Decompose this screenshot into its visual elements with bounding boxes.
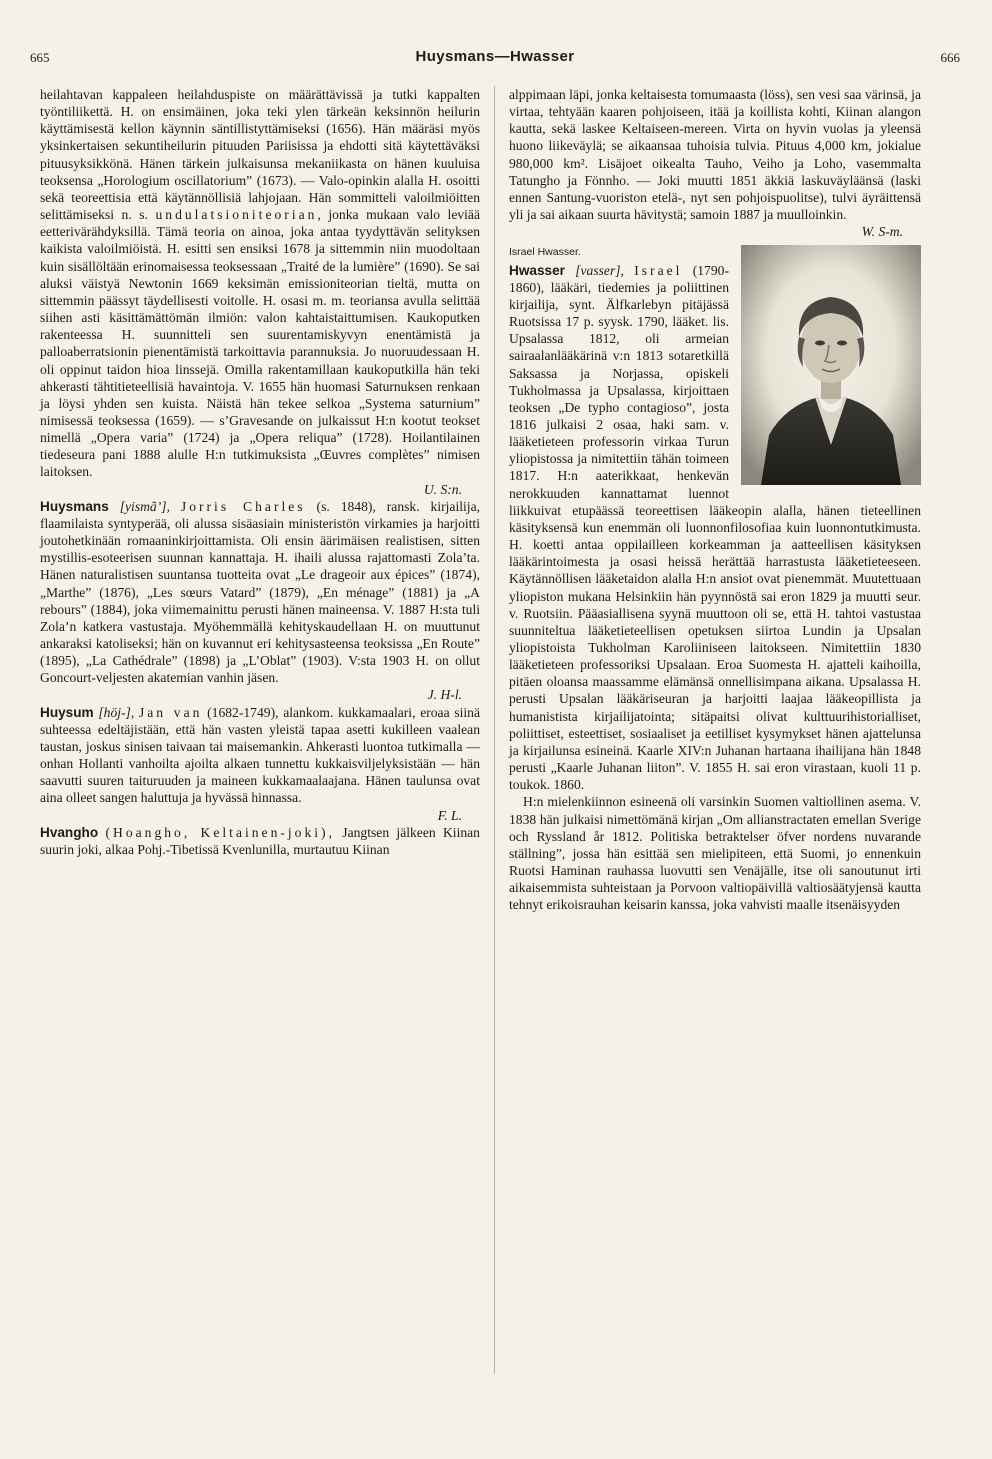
entry-text: (s. 1848), ransk. kirjailija, flaamilaista syntyperää, oli alussa sisäasiain ministeristön virkamies ja harjoitti joutohetkinään romaaninkirjoittamista. Oli ensin äärimäisen realistisen, sitten mystillis-esoteerisen suunnan kannattaja. H. ihaili alussa rajattomasti Zola’ta. Hänen naturalistisen suuntansa tuotteita ovat „Le drageoir aux épices” (1874), „Marthe” (1876), „Les sœurs Vatard” (1879), „En ménage” (1881) ja „A rebours” (1884), joka viimemainittu perusti hänen maineensa. V. 1887 H:sta tuli Zola’n katkera vastustaja. Myöhemmällä kehityskaudellaan H. on muuttunut ankaraksi katoliseksi; hän on kuvannut eri kehitysasteensa teoksissa „En Route” (1895), „La Cathédrale” (1898) ja „L’Oblat” (1903). V:sta 1903 H. on ollut Goncourt-veljesten akatemian vanhin jäsen. — [40, 498, 480, 686]
page-number-left: 665 — [30, 50, 50, 65]
headword: Huysum — [40, 704, 94, 720]
portrait-image — [741, 245, 921, 485]
headword: Hwasser — [509, 262, 565, 278]
page-header — [30, 50, 960, 72]
hvangho-entry-continued: alppimaan läpi, jonka keltaisesta tomumaasta (löss), sen vesi saa värinsä, ja virtaa, tehtyään kaaren pohjoiseen, itää ja koillista kohti, Kiinan alangon kautta, sekä laskee Keltaiseen-mereen. Virta on hyvin vuolas ja yleensä huono liikeväylä; se aikaansaa tuhoisia tulvia. Pituus 4,000 km, jokialue 980,000 km². Lisäjoet oikealta Tauho, Veiho ja Loho, vasemmalta Tatungho ja Fönnho. — Joki muutti 1851 äkkiä laskuväyläänsä (laski ennen Santung-vuoriston etelä-, nyt sen pohjoispuolitse), tulvi äyräittensä yli ja sai aikaan suurta hävitystä; samoin 1887 ja muulloinkin. W. S-m. — [509, 87, 921, 240]
right-column — [509, 86, 921, 914]
entry-hvangho — [40, 824, 480, 858]
entry-text: Jangtsen jälkeen Kiinan suurin joki, alkaa Pohj.-Tibetissä Kvenlunilla, murtautuu Kiinan — [40, 824, 480, 857]
entry-huysmans — [40, 498, 480, 704]
headword: Huysmans — [40, 498, 109, 514]
entry-text: (1790-1860), lääkäri, tiedemies ja poliittinen kirjailija, synt. Älfkarlebyn pitäjässä Ruotsissa 17 p. syysk. 1790, lääket. lis. Upsalassa 1812, oli armeian sairaalanlääkärinä v:n 1813 sotaretkillä Saksassa ja Norjassa, opiskeli Tukholmassa ja Upsalassa, kirjoittaen teoksen „De typho contagioso”, josta 1816 julkaisi 2 osaa, haki sam. v. lääketieteen professorin virkaa Turun yliopistossa ja nimitettiin tähän toimeen 1817. H:n aaterikkaat, henkevän nerokkuuden kannattamat luennot liikkuivat etupäässä teoreettisen lääkeopin alalla, hänen tieteellinen käsityksensä kun enemmän oli luonnonfilosofiaa kuin luonnontutkimusta. H. koetti antaa oppilailleen korkeamman ja aatteellisen käsityksen lääkärintoimesta ja osasi heissä herättää harrastusta lääketieteeseen. Käytännöllisen lääketaidon alalla H:n ansiot ovat pienemmät. Muutettuaan yliopiston mukana Helsinkiin hän pyynnöstä sai eron 1829 ja muutti seur. v. Ruotsiin. Pääasiallisena syynä muuttoon oli se, että H. tahtoi vastustaa suunniteltua lääketieteellisen opetuksen siirtoa Lundin ja Upsalan yliopistoista Tukholman Karoliiniseen laitokseen. Nimitettiin 1830 lääketieteen professoriksi Upsalaan. Eroa Suomesta H. ajatteli kaihoilla, pitäen oloansa maassamme elämänsä onnellisimpana aikana. Upsalassa H. perusti Upsalan lääkäriseuran ja harjoitti laajaa lääkeopillista ja humanistista kirjailijatointa; sitäpaitsi olivat kulttuurihistorialliset, poliittiset, esteettiset, sosiaaliset ja eetilliset kysymykset hänen ajattelunsa ja kirjailunsa esineinä. Kaarle XIV:n Juhanan hartaana ihailijana hän 1848 perusti „Kaarle Juhanan liiton”. V. 1855 H. sai eron virastaan, kuoli 11 p. toukok. 1860. — [509, 262, 921, 793]
huygens-entry-continued: heilahtavan kappaleen heilahduspiste on määrättävissä ja tutki kappalten työntiliikettä. H. on ensimäinen, joka teki ylen tärkeän keksinnön heilurin käyttämisestä kellon käynnin säntillistyttämiseksi (1656). Hän määräsi myös yksinkertaisen sekuntiheilurin pituuden Pariisissa ja ehdotti sitä käytettäväksi pituusyksikkönä. Hänen tärkein julkaisunsa mekaniikasta on hänen kuuluisa teoksensa „Horologium oscillatorium” (1673). — Valo-opinkin alalla H. osoitti sekä teoreettisia että käytännöllisiä lahjojaan. Hän sommitteli valoilmiöitten selittämiseksi n. s. undulatsioniteorian, jonka mukaan valo leviää eetterivärähdyksillä. Tämä teoria on ainoa, joka antaa tyydyttävän selityksen kaikista valoilmiöistä. H. esitti sen ensiksi 1678 ja sittemmin niin muodoltaan kuin sisällöltään erinomaisessa teoksessaan „Traité de la lumière” (1690). Se sai aluksi väistyä Newtonin 1669 keksimän emissioniteorian tieltä, mutta on sittemmin päässyt täydellisesti voitolle. H. osasi m. m. teoriansa avulla selittää siihen asti käsittämättömän ilmiön: valon kahtaistaittumisen. Kaukoputken rakenteessa H. suunnitteli sen suurentamiskyvyn enentämistä ja palloaberratsionin pienentämistä tarkoittavia parannuksia. Jo nuoruudessaan H. oli oppinut taidon hioa linssejä. Omilla rakentamillaan kaukoputkilla hän teki ahkerasti tähtitieteellisiä havaintoja. V. 1655 hän huomasi Saturnuksen renkaan ja löysi yhden sen kuista. Näistä hän tekee selkoa „Systema saturnium” nimisessä teoksessa (1659). — s’Gravesande on julkaissut H:n kootut teokset nimellä „Opera varia” (1724) ja „Opera reliqua” (1728). Hoilantilainen tiedeseura pani 1888 alulle H:n tutkimuksista „Œuvres complètes” nimisen laitoksen. U. S:n. — [40, 87, 480, 497]
portrait-caption: Israel Hwasser. — [509, 246, 581, 259]
column-divider — [494, 86, 495, 1374]
left-column — [40, 86, 480, 858]
given-names: Jan van — [138, 704, 203, 720]
running-title: Huysmans—Hwasser — [415, 48, 575, 65]
entry-huysum — [40, 704, 480, 824]
entry-text: (1682-1749), alankom. kukkamaalari, eroaa siinä suhteessa edeltäjistään, että hän vasten yleistä tapaa asetti kukilleen vaalean taustan, joskus sinisen taivaan tai maisemankin. Ahkerasti luontoa tutkimalla — onhan Hollanti vanhoilta ajoilta alkaen tunnettu kukkaisviljelyksistään — hän saavutti suuren taituruuden ja maineen kukkamaalaajana. Hänen taulunsa ovat aina olleet sangen haluttuja ja hyvässä hinnassa. — [40, 704, 480, 806]
pronunciation: [vasser], — [575, 262, 624, 278]
portrait-figure — [741, 245, 921, 485]
pronunciation: [höj-], — [98, 704, 135, 720]
signature: U. S:n. — [423, 481, 462, 497]
hwasser-paragraph-2: H:n mielenkiinnon esineenä oli varsinkin Suomen valtiollinen asema. V. 1838 hän julkaisi nimettömänä kirjan „Om allianstractaten emellan Sverige och Ryssland år 1812. Politiska betraktelser öfver nordens nuvarande ställning”, jossa hän esittää sen mielipiteen, että Suomi, jo ennenkuin Ruotsi Haminan rauhassa luovutti sen Venäjälle, itse oli sanoutunut irti aikaisemmista suhteistaan ja Porvoon valtiopäivillä valtiosäätyjensä kautta tehnyt erikoisrauhan keisarin kanssa, joka vahvisti maalle itsenäisyyden — [509, 794, 921, 913]
given-names: Jorris Charles — [180, 498, 306, 514]
signature: J. H-l. — [427, 687, 462, 703]
headword: Hvangho — [40, 824, 99, 840]
spaced-term: undulatsioniteorian — [155, 207, 318, 223]
signature: F. L. — [437, 807, 462, 823]
page-number-right: 666 — [940, 50, 960, 65]
pronunciation: [yismã’], — [119, 498, 170, 514]
given-names: Israel — [634, 262, 683, 278]
signature: W. S-m. — [861, 224, 903, 240]
alternate-names: (Hoangho, Keltainen-joki), — [105, 824, 335, 840]
